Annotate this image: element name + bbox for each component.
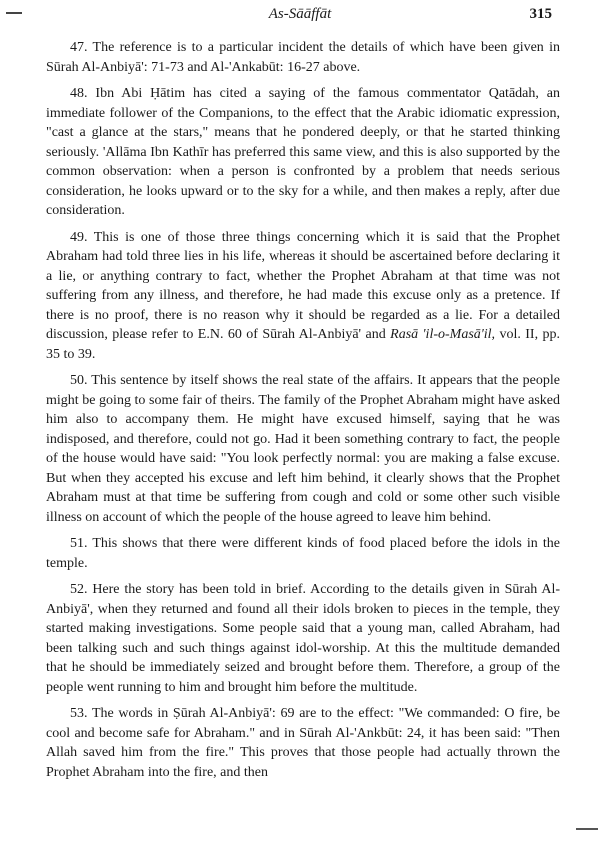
note-50: 50. This sentence by itself shows the real state of the affairs. It appears that the people might be going to some fair of theirs. The family of the Prophet Abraham might have asked him also to accompany them. He might have excused himself, saying that he was indisposed, and therefore, could not go. Had it been something contrary to fact, the people of the house would have said: "You look perfectly normal: you are making a false excuse. But when they accepted his excuse and left him behind, it clearly shows that the Prophet Abraham must at that time be suffering from cough and cold or some other such visible illness on account of which the people of the house agreed to leave him behind.	[46, 373, 560, 525]
note-52: 52. Here the story has been told in brief. According to the details given in Sūrah Al-Anbiyā', when they returned and found all their idols broken to pieces in the temple, they started making investigations. Some people said that a young man, called Abraham, had been talking such and such things against idol-worship. At this the multitude demanded that he should be immediately seized and brought before them. Therefore, a group of the people went running to him and brought him before the multitude.	[46, 582, 560, 695]
note-51: 51. This shows that there were different kinds of food placed before the idols in the temple.	[46, 536, 560, 571]
running-title: As-Sāāffāt	[268, 6, 332, 22]
page-header	[0, 4, 600, 28]
margin-mark-right	[576, 828, 598, 830]
note-48: 48. Ibn Abi Ḥātim has cited a saying of the famous commentator Qatādah, an immediate follower of the Companions, to the effect that the Arabic idiomatic expression, "cast a glance at the stars," means that he pondered deeply, or that he started thinking seriously. 'Allāma Ibn Kathīr has preferred this same view, and this is also supported by the common observation: when a person is confronted by a problem that needs serious consideration, he looks upward or to the sky for a while, and then makes a reply, after due consideration.	[46, 86, 560, 218]
notes-body	[46, 38, 560, 789]
note-53: 53. The words in Ṣūrah Al-Anbiyā': 69 are to the effect: "We commanded: O fire, be cool and become safe for Abraham." and in Sūrah Al-'Ankbūt: 24, it has been said: "Then Allah saved him from the fire." This proves that those people had actually thrown the Prophet Abraham into the fire, and then	[46, 706, 560, 780]
page-number: 315	[529, 6, 552, 22]
note-49: 49. This is one of those three things concerning which it is said that the Prophet Abraham had told three lies in his life, whereas it should be ascertained before declaring it a lie, or anything contrary to fact, whether the Prophet Abraham at that time was not suffering from any illness, and therefore, he had made this excuse only as a pretence. If there is no proof, there is no reason why it should be regarded as a lie. For a detailed discussion, please refer to E.N. 60 of Sūrah Al-Anbiyā' and Rasā 'il-o-Masā'il, vol. II, pp. 35 to 39.	[46, 229, 561, 362]
book-title: Rasā 'il-o-Masā'il,	[390, 327, 496, 342]
note-47: 47. The reference is to a particular incident the details of which have been given in Sūrah Al-Anbiyā': 71-73 and Al-'Ankabūt: 16-27 above.	[46, 40, 560, 75]
